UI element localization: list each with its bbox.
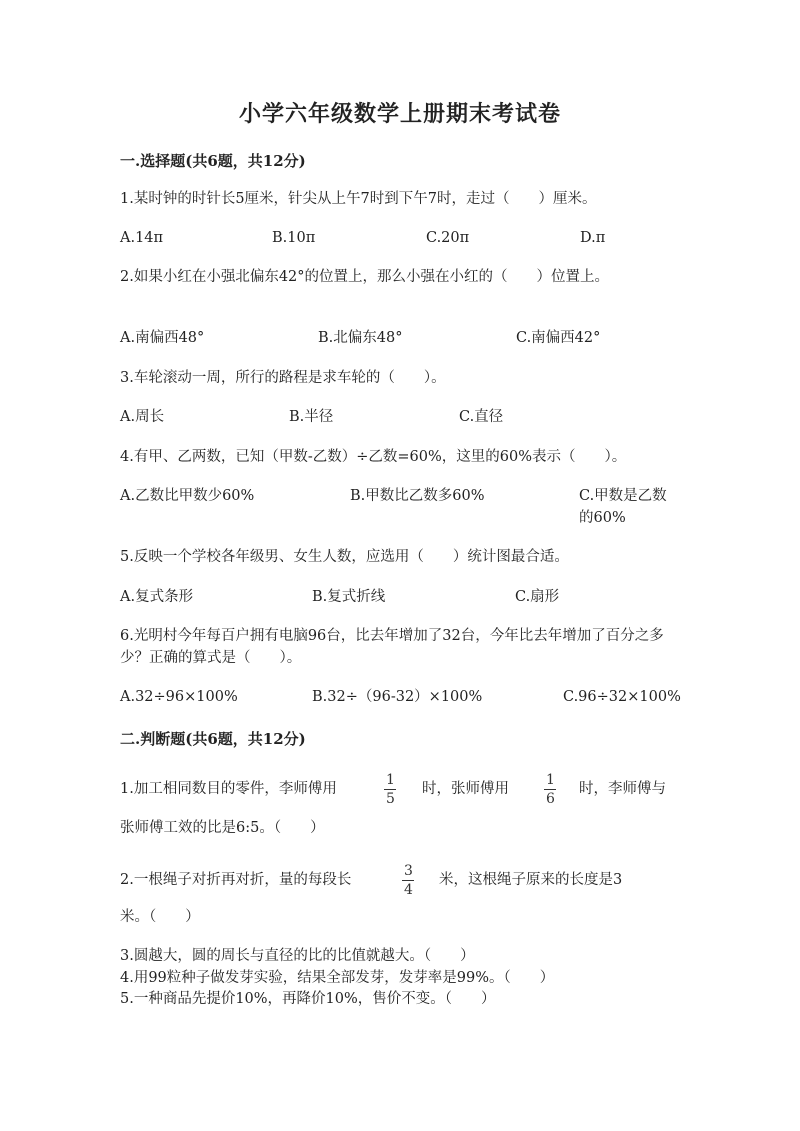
fraction-bar	[384, 789, 396, 790]
question-text-part: 时，李师傅与	[579, 781, 666, 797]
option-a: A.南偏西48°	[120, 330, 205, 346]
question-text: 4.有甲、乙两数，已知（甲数-乙数）÷乙数=60%，这里的60%表示（ ）。	[120, 449, 627, 465]
section-heading-choice: 一.选择题(共6题，共12分)	[120, 152, 306, 170]
option-c: C.直径	[459, 409, 504, 425]
option-c: C.20π	[426, 230, 470, 246]
fraction-one-sixth	[544, 772, 557, 807]
option-a: A.14π	[120, 230, 164, 246]
fraction-denominator: 5	[386, 791, 395, 807]
section-heading-judge: 二.判断题(共6题，共12分)	[120, 730, 306, 748]
question-text: 2.如果小红在小强北偏东42°的位置上，那么小强在小红的（ ）位置上。	[120, 269, 610, 285]
options-row	[120, 586, 680, 608]
option-a: A.周长	[120, 409, 165, 425]
option-b: B.32÷（96-32）×100%	[312, 689, 483, 705]
option-c: C.96÷32×100%	[563, 689, 681, 705]
option-c: C.扇形	[515, 589, 560, 605]
question-text-part: 时，张师傅用	[422, 781, 509, 797]
fraction-bar	[544, 789, 556, 790]
option-b: B.半径	[289, 409, 334, 425]
option-c: C.南偏西42°	[516, 330, 601, 346]
question-text: 3.圆越大，圆的周长与直径的比的比值就越大。（ ）	[120, 948, 475, 964]
question-text: 5.反映一个学校各年级男、女生人数，应选用（ ）统计图最合适。	[120, 549, 569, 565]
option-b: B.复式折线	[312, 589, 386, 605]
option-c: C.甲数是乙数的60%	[579, 488, 667, 526]
question-text: 1.某时钟的时针长5厘米，针尖从上午7时到下午7时，走过（ ）厘米。	[120, 191, 597, 207]
fraction-numerator: 1	[546, 772, 555, 788]
options-row	[120, 327, 680, 349]
options-row	[120, 686, 680, 708]
fraction-numerator: 3	[404, 863, 413, 879]
option-b: B.甲数比乙数多60%	[350, 488, 485, 504]
question-text: 6.光明村今年每百户拥有电脑96台，比去年增加了32台，今年比去年增加了百分之多少？正确的算式是（ ）。	[120, 628, 664, 666]
fraction-three-quarters	[402, 863, 415, 898]
question-text: 3.车轮滚动一周，所行的路程是求车轮的（ ）。	[120, 370, 446, 386]
fraction-denominator: 6	[546, 791, 555, 807]
question-text-part: 1.加工相同数目的零件，李师傅用	[120, 781, 337, 797]
option-a: A.32÷96×100%	[120, 689, 238, 705]
fraction-denominator: 4	[404, 882, 413, 898]
option-a: A.复式条形	[120, 589, 194, 605]
option-b: B.10π	[272, 230, 316, 246]
question-text: 4.用99粒种子做发芽实验，结果全部发芽，发芽率是99%。（ ）	[120, 970, 555, 986]
option-a: A.乙数比甲数少60%	[120, 488, 255, 504]
options-row	[120, 406, 680, 428]
question-text: 5.一种商品先提价10%，再降价10%，售价不变。（ ）	[120, 991, 496, 1007]
options-row	[120, 485, 680, 529]
page-title: 小学六年级数学上册期末考试卷	[238, 101, 561, 127]
question-text-part: 2.一根绳子对折再对折，量的每段长	[120, 872, 352, 888]
question-text: 张师傅工效的比是6:5。（ ）	[120, 820, 325, 836]
question-text: 米。（ ）	[120, 909, 200, 925]
fraction-numerator: 1	[386, 772, 395, 788]
option-d: D.π	[580, 230, 606, 246]
fraction-one-fifth	[384, 772, 397, 807]
question-text-part: 米，这根绳子原来的长度是3	[439, 872, 623, 888]
options-row	[120, 227, 680, 249]
fraction-bar	[402, 880, 414, 881]
option-b: B.北偏东48°	[318, 330, 403, 346]
